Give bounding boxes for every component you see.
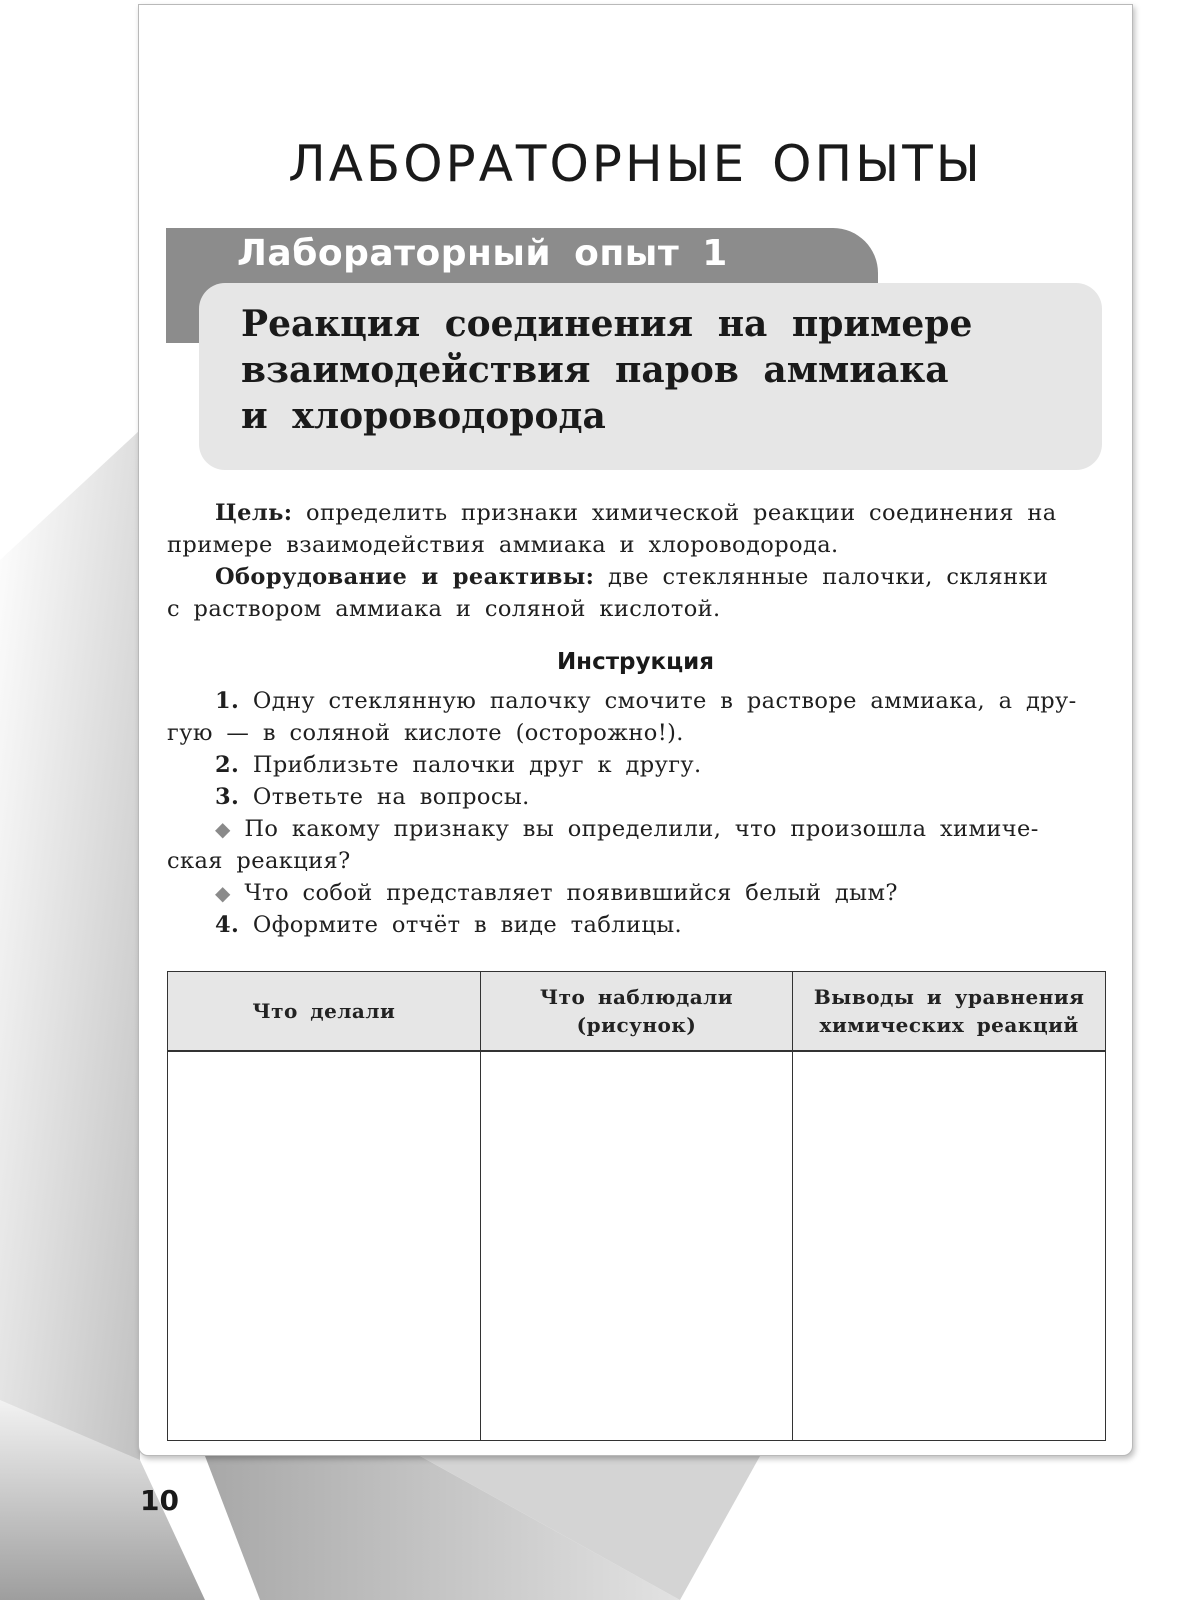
report-table xyxy=(167,971,1106,1441)
table-row xyxy=(168,1051,1106,1441)
step-item: 2. Приблизьте палочки друг к другу. xyxy=(215,752,702,778)
workbook-page xyxy=(138,4,1133,1456)
table-cell-conclusions[interactable] xyxy=(793,1051,1106,1441)
experiment-title-line-1: Реакция соединения на примере xyxy=(241,303,973,345)
equipment-paragraph xyxy=(167,561,1105,625)
instruction-heading: Инструкция xyxy=(556,649,715,675)
page-heading: ЛАБОРАТОРНЫЕ ОПЫТЫ xyxy=(288,135,983,193)
goal-paragraph xyxy=(167,497,1105,561)
step-item-continued: гую — в соляной кислоте (осторожно!). xyxy=(167,720,684,746)
equipment-label: Оборудование и реактивы: xyxy=(215,564,595,590)
step-item: 3. Ответьте на вопросы. xyxy=(215,784,530,810)
goal-text-1: определить признаки химической реакции соединения на xyxy=(292,500,1057,526)
goal-text-2: примере взаимодействия аммиака и хлороводорода. xyxy=(167,532,839,558)
question-item: ◆ Что собой представляет появившийся белый дым? xyxy=(215,880,898,906)
experiment-title-line-3: и хлороводорода xyxy=(241,395,606,437)
equipment-text-1: две стеклянные палочки, склянки xyxy=(594,564,1049,590)
experiment-tab-label: Лабораторный опыт 1 xyxy=(237,233,728,274)
table-header-actions: Что делали xyxy=(168,972,481,1052)
diamond-bullet-icon: ◆ xyxy=(215,881,231,905)
step-item: 4. Оформите отчёт в виде таблицы. xyxy=(215,912,683,938)
table-header-conclusions: Выводы и уравнения химических реакций xyxy=(793,972,1106,1052)
table-cell-actions[interactable] xyxy=(168,1051,481,1441)
question-item-continued: ская реакция? xyxy=(167,848,351,874)
goal-label: Цель: xyxy=(215,500,293,526)
table-cell-observations[interactable] xyxy=(480,1051,793,1441)
diamond-bullet-icon: ◆ xyxy=(215,817,231,841)
instruction-list xyxy=(167,685,1105,941)
step-item: 1. Одну стеклянную палочку смочите в растворе аммиака, а дру- xyxy=(215,688,1077,714)
question-item: ◆ По какому признаку вы определили, что произошла химиче- xyxy=(215,816,1039,842)
table-header-observations: Что наблюдали (рисунок) xyxy=(480,972,793,1052)
experiment-title-box xyxy=(199,283,1102,470)
equipment-text-2: с раствором аммиака и соляной кислотой. xyxy=(167,596,721,622)
page-number: 10 xyxy=(140,1484,179,1517)
experiment-title-line-2: взаимодействия паров аммиака xyxy=(241,349,949,391)
